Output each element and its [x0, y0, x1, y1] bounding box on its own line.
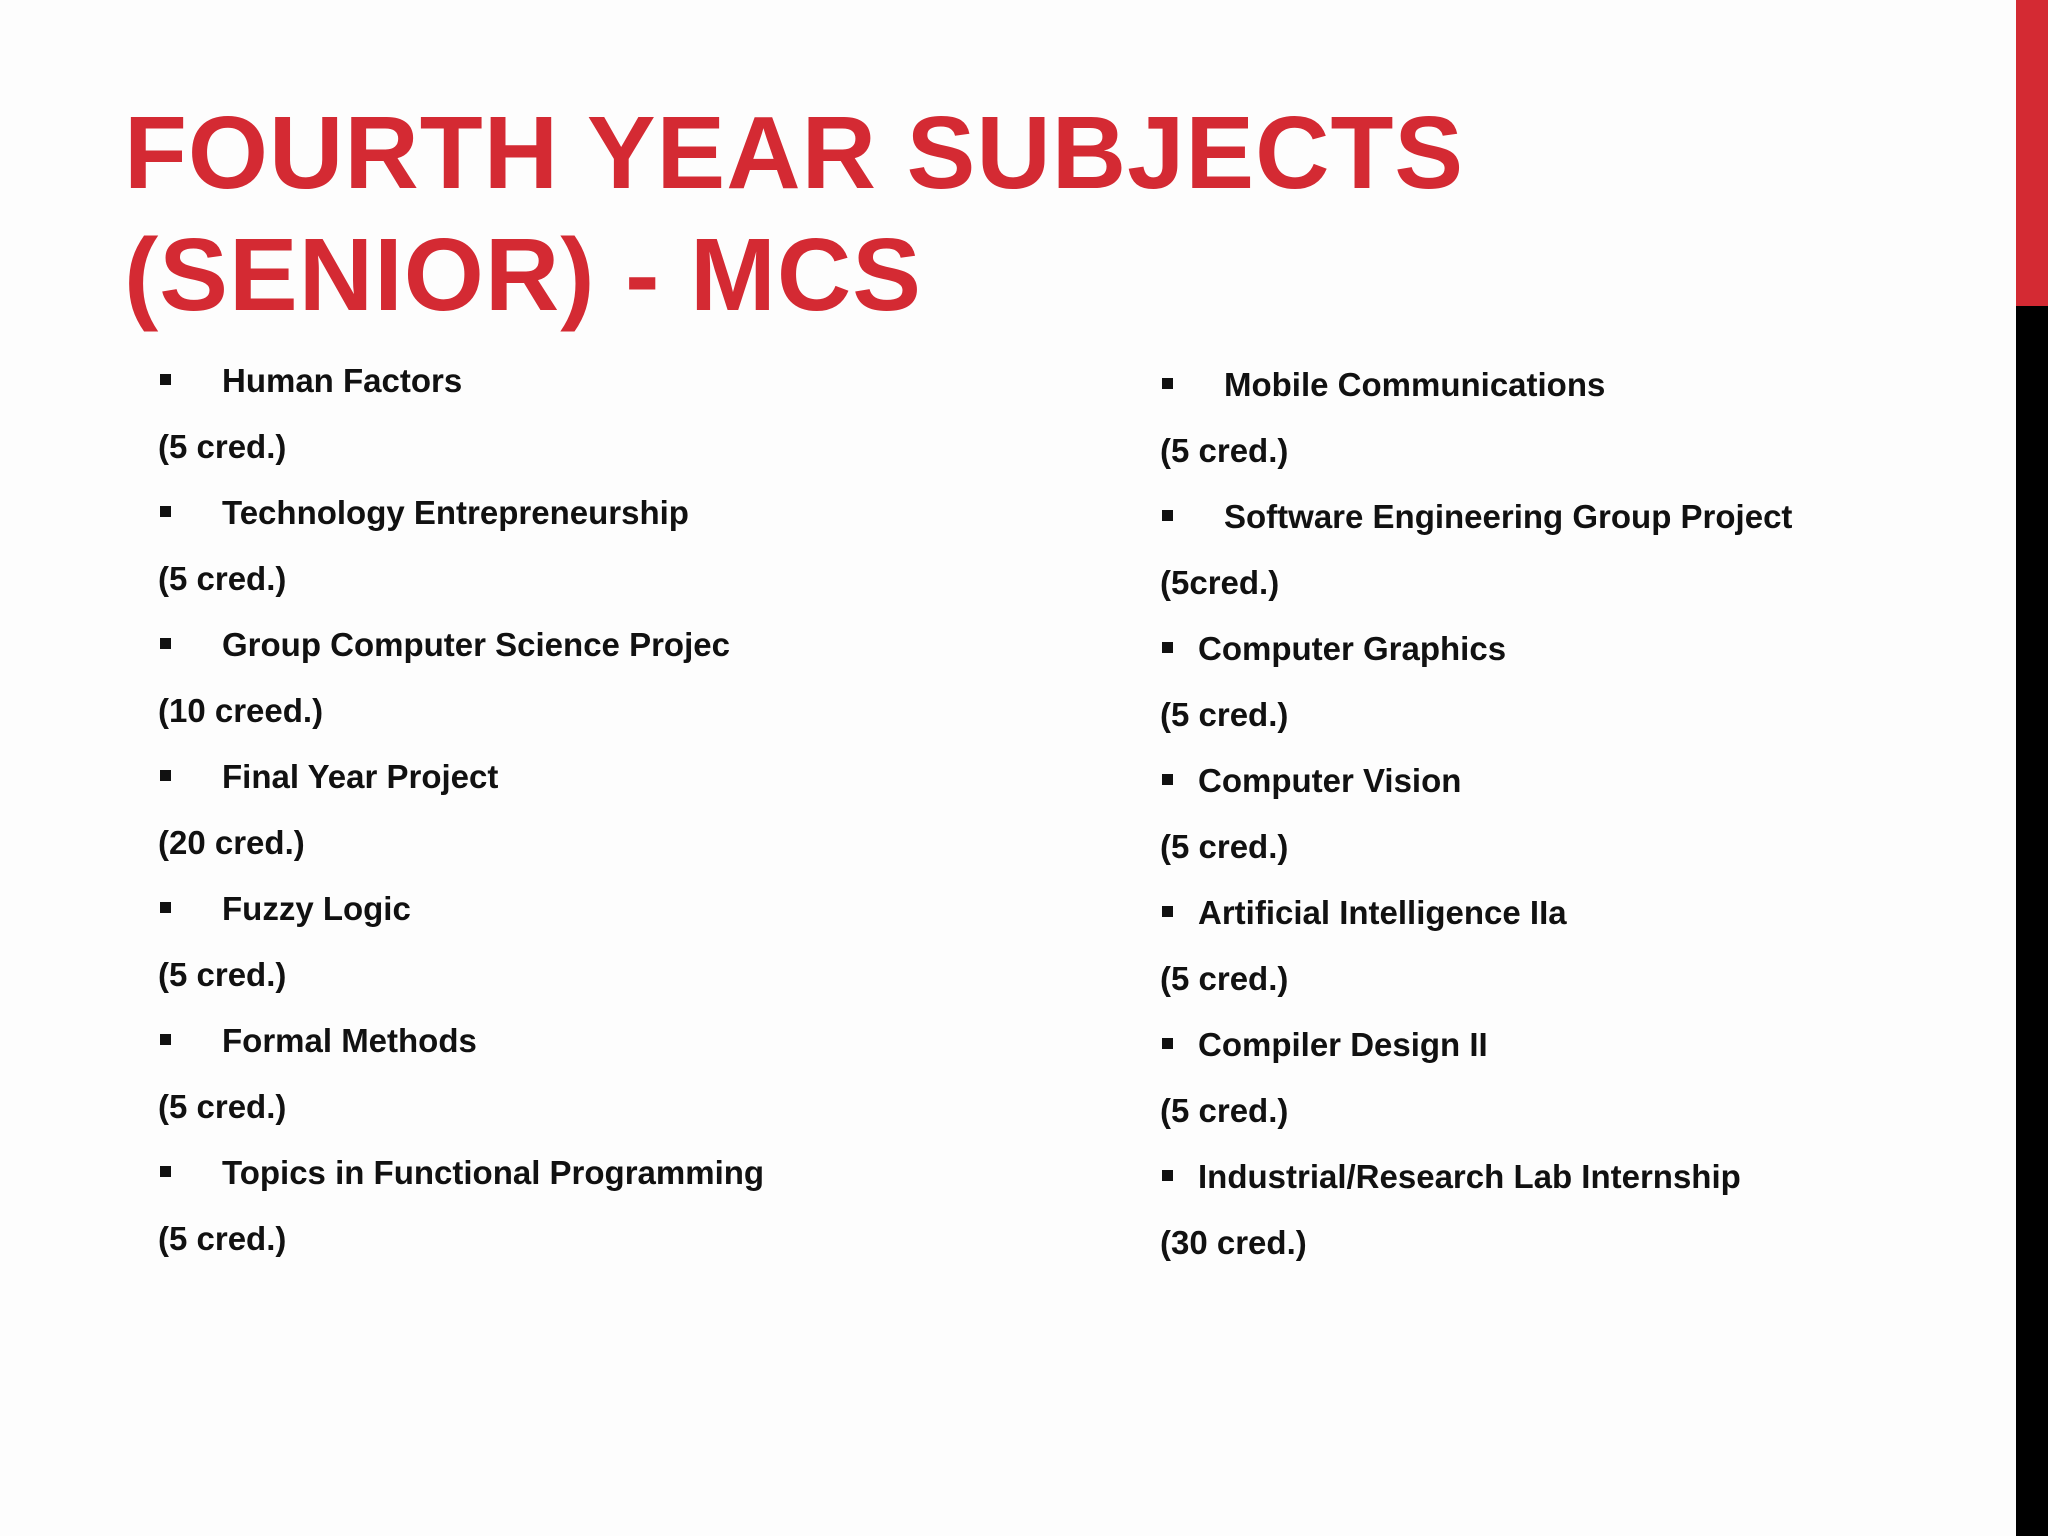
subject-credits: (5 cred.): [158, 560, 287, 597]
subject-name: [158, 355, 1058, 421]
subject-credits: (5 cred.): [158, 1220, 287, 1257]
square-bullet-icon: [1162, 1038, 1173, 1049]
subject-entry: [1160, 1019, 2048, 1151]
subject-entry: [158, 355, 1058, 487]
square-bullet-icon: [160, 770, 171, 781]
subject-name: [1160, 1019, 2048, 1085]
subject-name-text: Technology Entrepreneurship: [222, 494, 689, 531]
subject-name-text: Industrial/Research Lab Internship: [1198, 1158, 1741, 1195]
subject-credits: (5cred.): [1160, 564, 1280, 601]
subject-name-text: Mobile Communications: [1224, 366, 1606, 403]
square-bullet-icon: [160, 902, 171, 913]
subject-entry: [158, 487, 1058, 619]
subject-name-text: Final Year Project: [222, 758, 499, 795]
square-bullet-icon: [160, 506, 171, 517]
subject-entry: [1160, 1151, 2048, 1283]
subject-entry: [158, 883, 1058, 1015]
subject-name: [158, 1015, 1058, 1081]
subject-credits: (5 cred.): [1160, 432, 1289, 469]
subject-name: [1160, 755, 2048, 821]
subject-name-text: Human Factors: [222, 362, 463, 399]
square-bullet-icon: [1162, 1170, 1173, 1181]
subject-entry: [158, 619, 1058, 751]
subject-entry: [1160, 491, 2048, 623]
subject-name: [158, 619, 1058, 685]
subject-credits: (5 cred.): [1160, 960, 1289, 997]
subject-entry: [1160, 887, 2048, 1019]
subject-name-text: Software Engineering Group Project: [1224, 498, 1793, 535]
subject-credits: (30 cred.): [1160, 1224, 1307, 1261]
subject-name: [1160, 491, 2048, 557]
slide-title: [124, 92, 1984, 336]
title-line-2: (SENIOR) - MCS: [124, 217, 922, 332]
subject-name: [1160, 887, 2048, 953]
subject-entry: [158, 1147, 1058, 1279]
square-bullet-icon: [1162, 378, 1173, 389]
square-bullet-icon: [1162, 642, 1173, 653]
subject-name-text: Fuzzy Logic: [222, 890, 411, 927]
subject-name-text: Compiler Design II: [1198, 1026, 1488, 1063]
square-bullet-icon: [160, 1034, 171, 1045]
subject-name: [1160, 623, 2048, 689]
subject-name-text: Topics in Functional Programming: [222, 1154, 765, 1191]
subject-name-text: Artificial Intelligence IIa: [1198, 894, 1567, 931]
subject-entry: [1160, 623, 2048, 755]
subject-credits: (5 cred.): [1160, 1092, 1289, 1129]
subject-name-text: Computer Vision: [1198, 762, 1462, 799]
subject-entry: [1160, 755, 2048, 887]
subject-entry: [158, 751, 1058, 883]
subject-credits: (5 cred.): [158, 1088, 287, 1125]
square-bullet-icon: [160, 638, 171, 649]
subject-credits: (10 creed.): [158, 692, 324, 729]
square-bullet-icon: [1162, 510, 1173, 521]
subject-name-text: Group Computer Science Projec: [222, 626, 730, 663]
square-bullet-icon: [1162, 906, 1173, 917]
subject-entry: [1160, 359, 2048, 491]
square-bullet-icon: [160, 374, 171, 385]
title-line-1: FOURTH YEAR SUBJECTS: [124, 95, 1465, 210]
subject-credits: (5 cred.): [158, 956, 287, 993]
square-bullet-icon: [160, 1166, 171, 1177]
subject-credits: (5 cred.): [1160, 828, 1289, 865]
subject-name-text: Computer Graphics: [1198, 630, 1507, 667]
accent-bar-red: [2016, 0, 2048, 306]
subject-credits: (5 cred.): [1160, 696, 1289, 733]
subject-name: [158, 883, 1058, 949]
square-bullet-icon: [1162, 774, 1173, 785]
subject-name: [1160, 1151, 2048, 1217]
subject-name: [1160, 359, 2048, 425]
subject-credits: (20 cred.): [158, 824, 305, 861]
subject-name: [158, 1147, 1058, 1213]
subject-name-text: Formal Methods: [222, 1022, 477, 1059]
subjects-left-column: [158, 355, 1058, 1279]
subject-entry: [158, 1015, 1058, 1147]
subject-name: [158, 487, 1058, 553]
subject-credits: (5 cred.): [158, 428, 287, 465]
subject-name: [158, 751, 1058, 817]
subjects-right-column: [1160, 359, 2048, 1283]
